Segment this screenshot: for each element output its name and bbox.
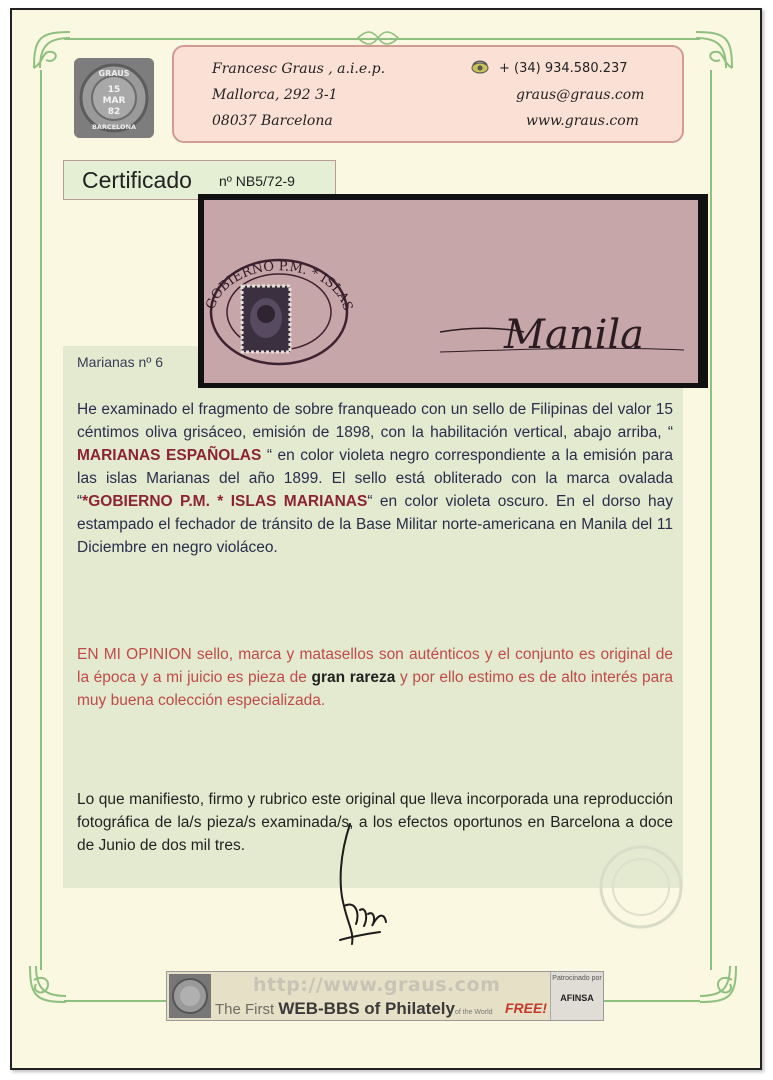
- sponsor-name: AFINSA: [560, 993, 594, 1003]
- tagline-a: The First: [215, 1001, 279, 1018]
- ornament-top-left: [30, 28, 76, 74]
- declaration-paragraph: Lo que manifiesto, firmo y rubrico este original que lleva incorporada una reproducción fotográfica de la/s pieza/s examinada/s, a los efectos oportunos en Barcelona a doce de Junio de dos mil tres.: [77, 791, 673, 854]
- svg-text:MAR: MAR: [102, 96, 126, 106]
- embossed-seal-watermark: [596, 842, 686, 932]
- postmark-name: *GOBIERNO P.M. * ISLAS MARIANAS: [82, 493, 368, 510]
- handwritten-address: Manila: [504, 312, 644, 358]
- address-street: Mallorca, 292 3-1: [212, 87, 338, 103]
- address-city: 08037 Barcelona: [212, 113, 333, 129]
- postmark-text: GOBIERNO P.M. * ISLAS: [204, 259, 356, 313]
- phone-number: + (34) 934.580.237: [499, 61, 628, 76]
- description-text-c: “ en color violeta negro correspondiente a la emisión para las islas Marianas del año 1899. El sello está obliterado con la marca ovalada “: [77, 447, 673, 510]
- signature: [330, 814, 400, 952]
- ornament-top-right: [690, 28, 736, 74]
- tagline-b: WEB-BBS of Philately: [278, 999, 455, 1018]
- ornament-bottom-left: [26, 960, 72, 1006]
- svg-text:GRAUS: GRAUS: [98, 69, 130, 78]
- sponsor-box: [550, 972, 603, 1020]
- cover-fragment-illustration: [204, 200, 698, 383]
- ornament-top-center: [356, 30, 400, 46]
- graus-logo-stamp: [74, 58, 154, 138]
- opinion-paragraph: [77, 643, 673, 712]
- email-link[interactable]: graus@graus.com: [516, 87, 645, 103]
- expert-name: Francesc Graus , a.i.e.p.: [212, 61, 386, 77]
- footer-banner[interactable]: [166, 971, 604, 1021]
- header-contact-box: [172, 45, 684, 143]
- svg-text:BARCELONA: BARCELONA: [91, 123, 137, 131]
- certificate-number: nº NB5/72-9: [219, 173, 295, 189]
- banner-seal-icon: [169, 974, 211, 1018]
- description-text-e: “ en color violeta oscuro. En el dorso hay estampado el fechador de tránsito de la Base Militar norte-americana en Manila del 11 Diciembre en negro violáceo.: [77, 493, 674, 556]
- certificate-title: Certificado: [82, 167, 192, 193]
- overprint-name: MARIANAS ESPAÑOLAS: [77, 447, 267, 464]
- svg-text:82: 82: [107, 107, 121, 117]
- description-text-a: He examinado el fragmento de sobre franqueado con un sello de Filipinas del valor 15 céntimos oliva grisáceo, emisión de 1898, con la habilitación vertical, abajo arriba, “: [77, 401, 673, 441]
- ornament-bottom-right: [694, 960, 740, 1006]
- frame-right: [710, 70, 712, 970]
- website-link[interactable]: www.graus.com: [526, 113, 639, 129]
- frame-left: [40, 70, 42, 970]
- sponsor-label: Patrocinado por: [552, 975, 602, 982]
- phone-icon: [470, 59, 490, 75]
- opinion-text-c: y por ello estimo es de alto interés para muy buena colección especializada.: [77, 669, 673, 709]
- banner-free: FREE!: [505, 1000, 547, 1016]
- svg-text:15: 15: [107, 85, 121, 95]
- tagline-c: of the World: [454, 1009, 493, 1016]
- rarity-highlight: gran rareza: [311, 669, 396, 686]
- banner-logo: [169, 974, 211, 1018]
- cover-fragment-paper: [204, 200, 698, 383]
- description-paragraph: [77, 398, 673, 559]
- banner-url[interactable]: http://www.graus.com: [253, 974, 501, 996]
- graus-seal-icon: [74, 58, 154, 138]
- subject-label: Marianas nº 6: [77, 354, 164, 370]
- opinion-text-a: EN MI OPINION sello, marca y matasellos son auténticos y el conjunto es original de la época y a mi juicio es pieza de: [77, 646, 673, 686]
- banner-tagline: [215, 999, 493, 1019]
